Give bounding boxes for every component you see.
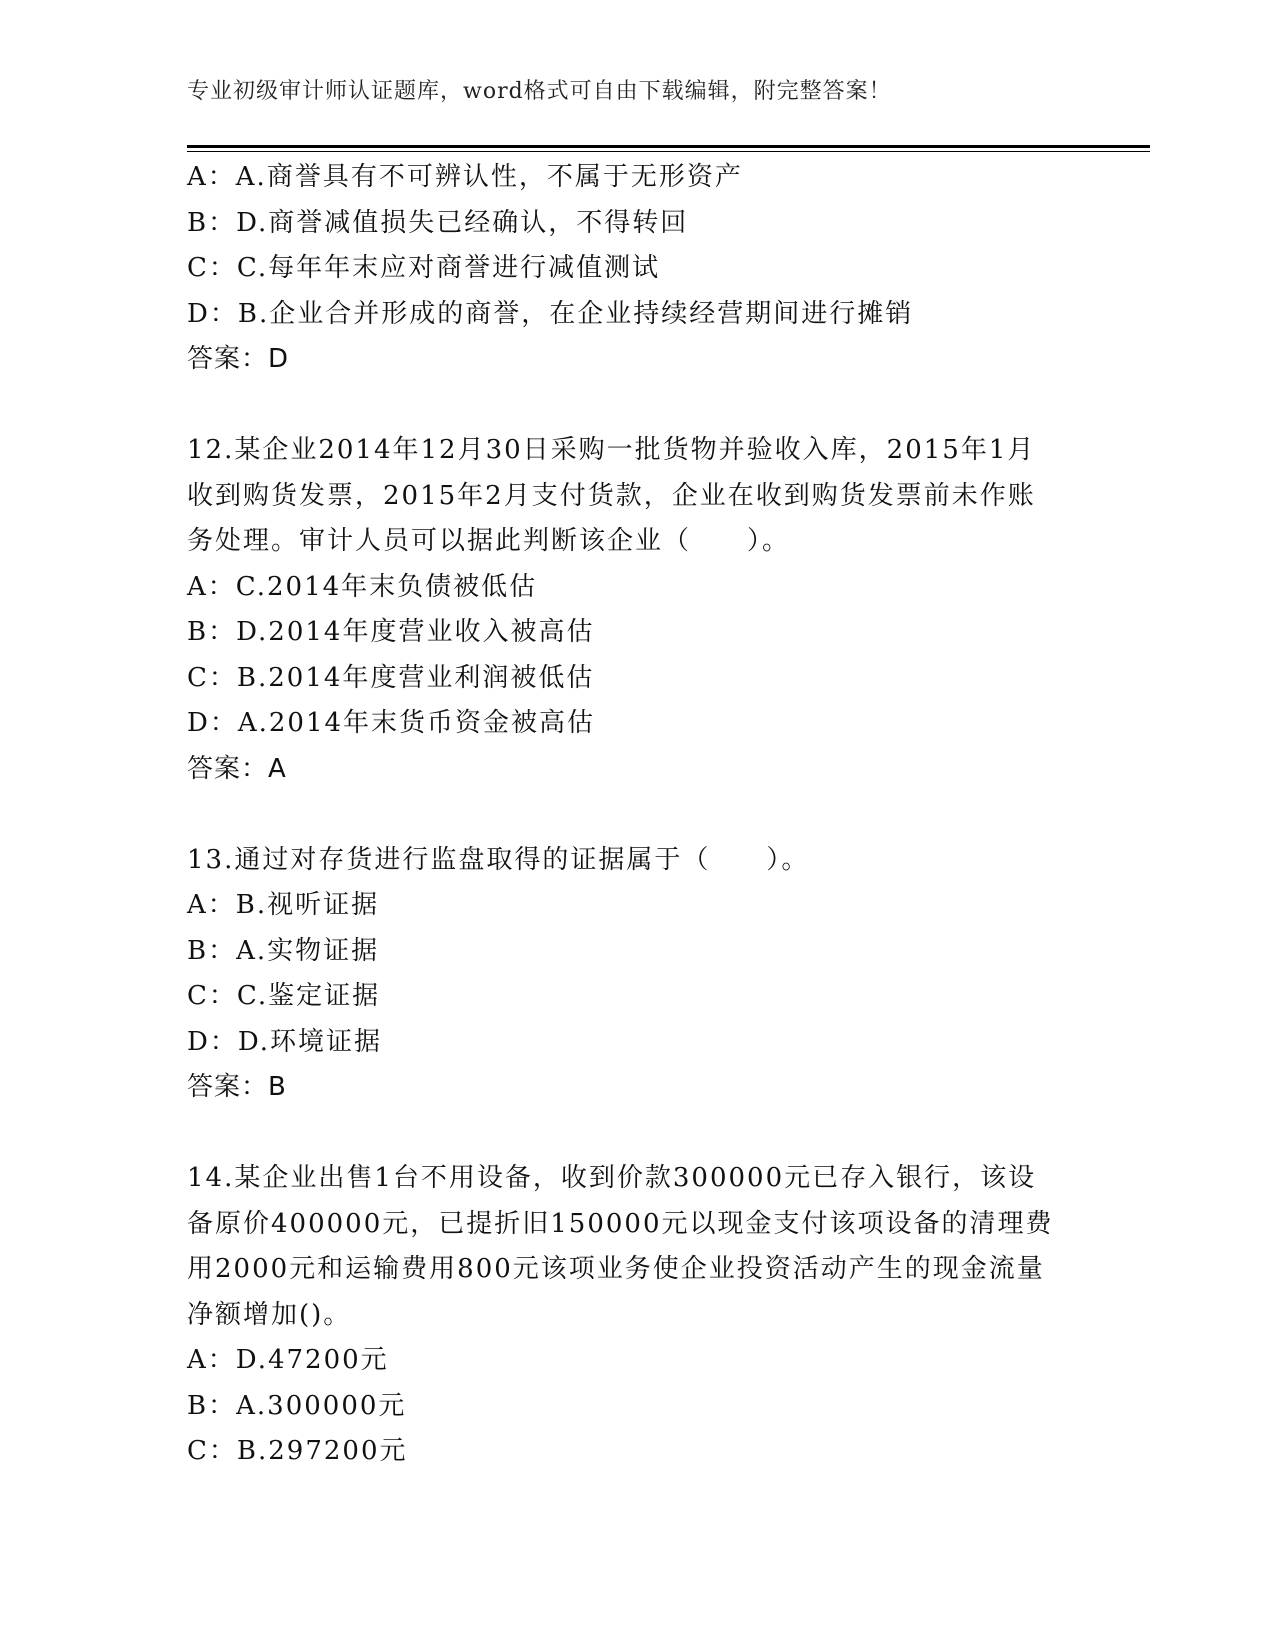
question-13 [187,838,1087,1111]
option-c: C：B.297200元 [187,1436,408,1466]
option-d: D：D.环境证据 [187,1026,383,1057]
option-b: B：A.300000元 [187,1390,407,1421]
question-stem-line: 14.某企业出售1台不用设备，收到价款300000元已存入银行，该设 [187,1163,1037,1193]
question-stem-line: 12.某企业2014年12月30日采购一批货物并验收入库，2015年1月 [187,435,1036,465]
question-stem-line: 备原价400000元，已提折旧150000元以现金支付该项设备的清理费 [187,1208,1054,1239]
option-b: B：A.实物证据 [187,935,380,966]
option-a: A：C.2014年末负债被低估 [187,571,538,602]
question-stem-line: 用2000元和运输费用800元该项业务使企业投资活动产生的现金流量 [187,1254,1045,1284]
option-a: A：B.视听证据 [187,890,380,920]
option-a: A：A.商誉具有不可辨认性，不属于无形资产 [187,162,743,192]
spacer [187,792,1087,838]
answer: 答案：A [187,753,287,784]
answer: 答案：B [187,1072,287,1102]
question-stem-line: 13.通过对存货进行监盘取得的证据属于（ ）。 [187,844,810,875]
header-rule-thin [187,151,1150,152]
option-c: C：C.每年年末应对商誉进行减值测试 [187,253,661,283]
option-d: D：A.2014年末货币资金被高估 [187,708,596,738]
question-stem-line: 净额增加()。 [187,1299,352,1330]
question-14 [187,1156,1087,1475]
question-11 [187,155,1087,383]
option-a: A：D.47200元 [187,1345,389,1375]
page-header: 专业初级审计师认证题库，word格式可自由下载编辑，附完整答案！ [187,79,892,104]
question-12 [187,428,1087,792]
option-c: C：C.鉴定证据 [187,981,381,1011]
question-stem-line: 收到购货发票，2015年2月支付货款，企业在收到购货发票前未作账 [187,480,1036,511]
option-d: D：B.企业合并形成的商誉，在企业持续经营期间进行摊销 [187,298,914,329]
spacer [187,1111,1087,1157]
option-b: B：D.2014年度营业收入被高估 [187,617,595,647]
question-content [187,155,1087,1475]
option-c: C：B.2014年度营业利润被低估 [187,662,595,693]
option-b: B：D.商誉减值损失已经确认，不得转回 [187,207,689,238]
spacer [187,383,1087,429]
header-rule-thick [187,145,1150,148]
answer: 答案：D [187,344,290,374]
question-stem-line: 务处理。审计人员可以据此判断该企业（ ）。 [187,526,791,556]
